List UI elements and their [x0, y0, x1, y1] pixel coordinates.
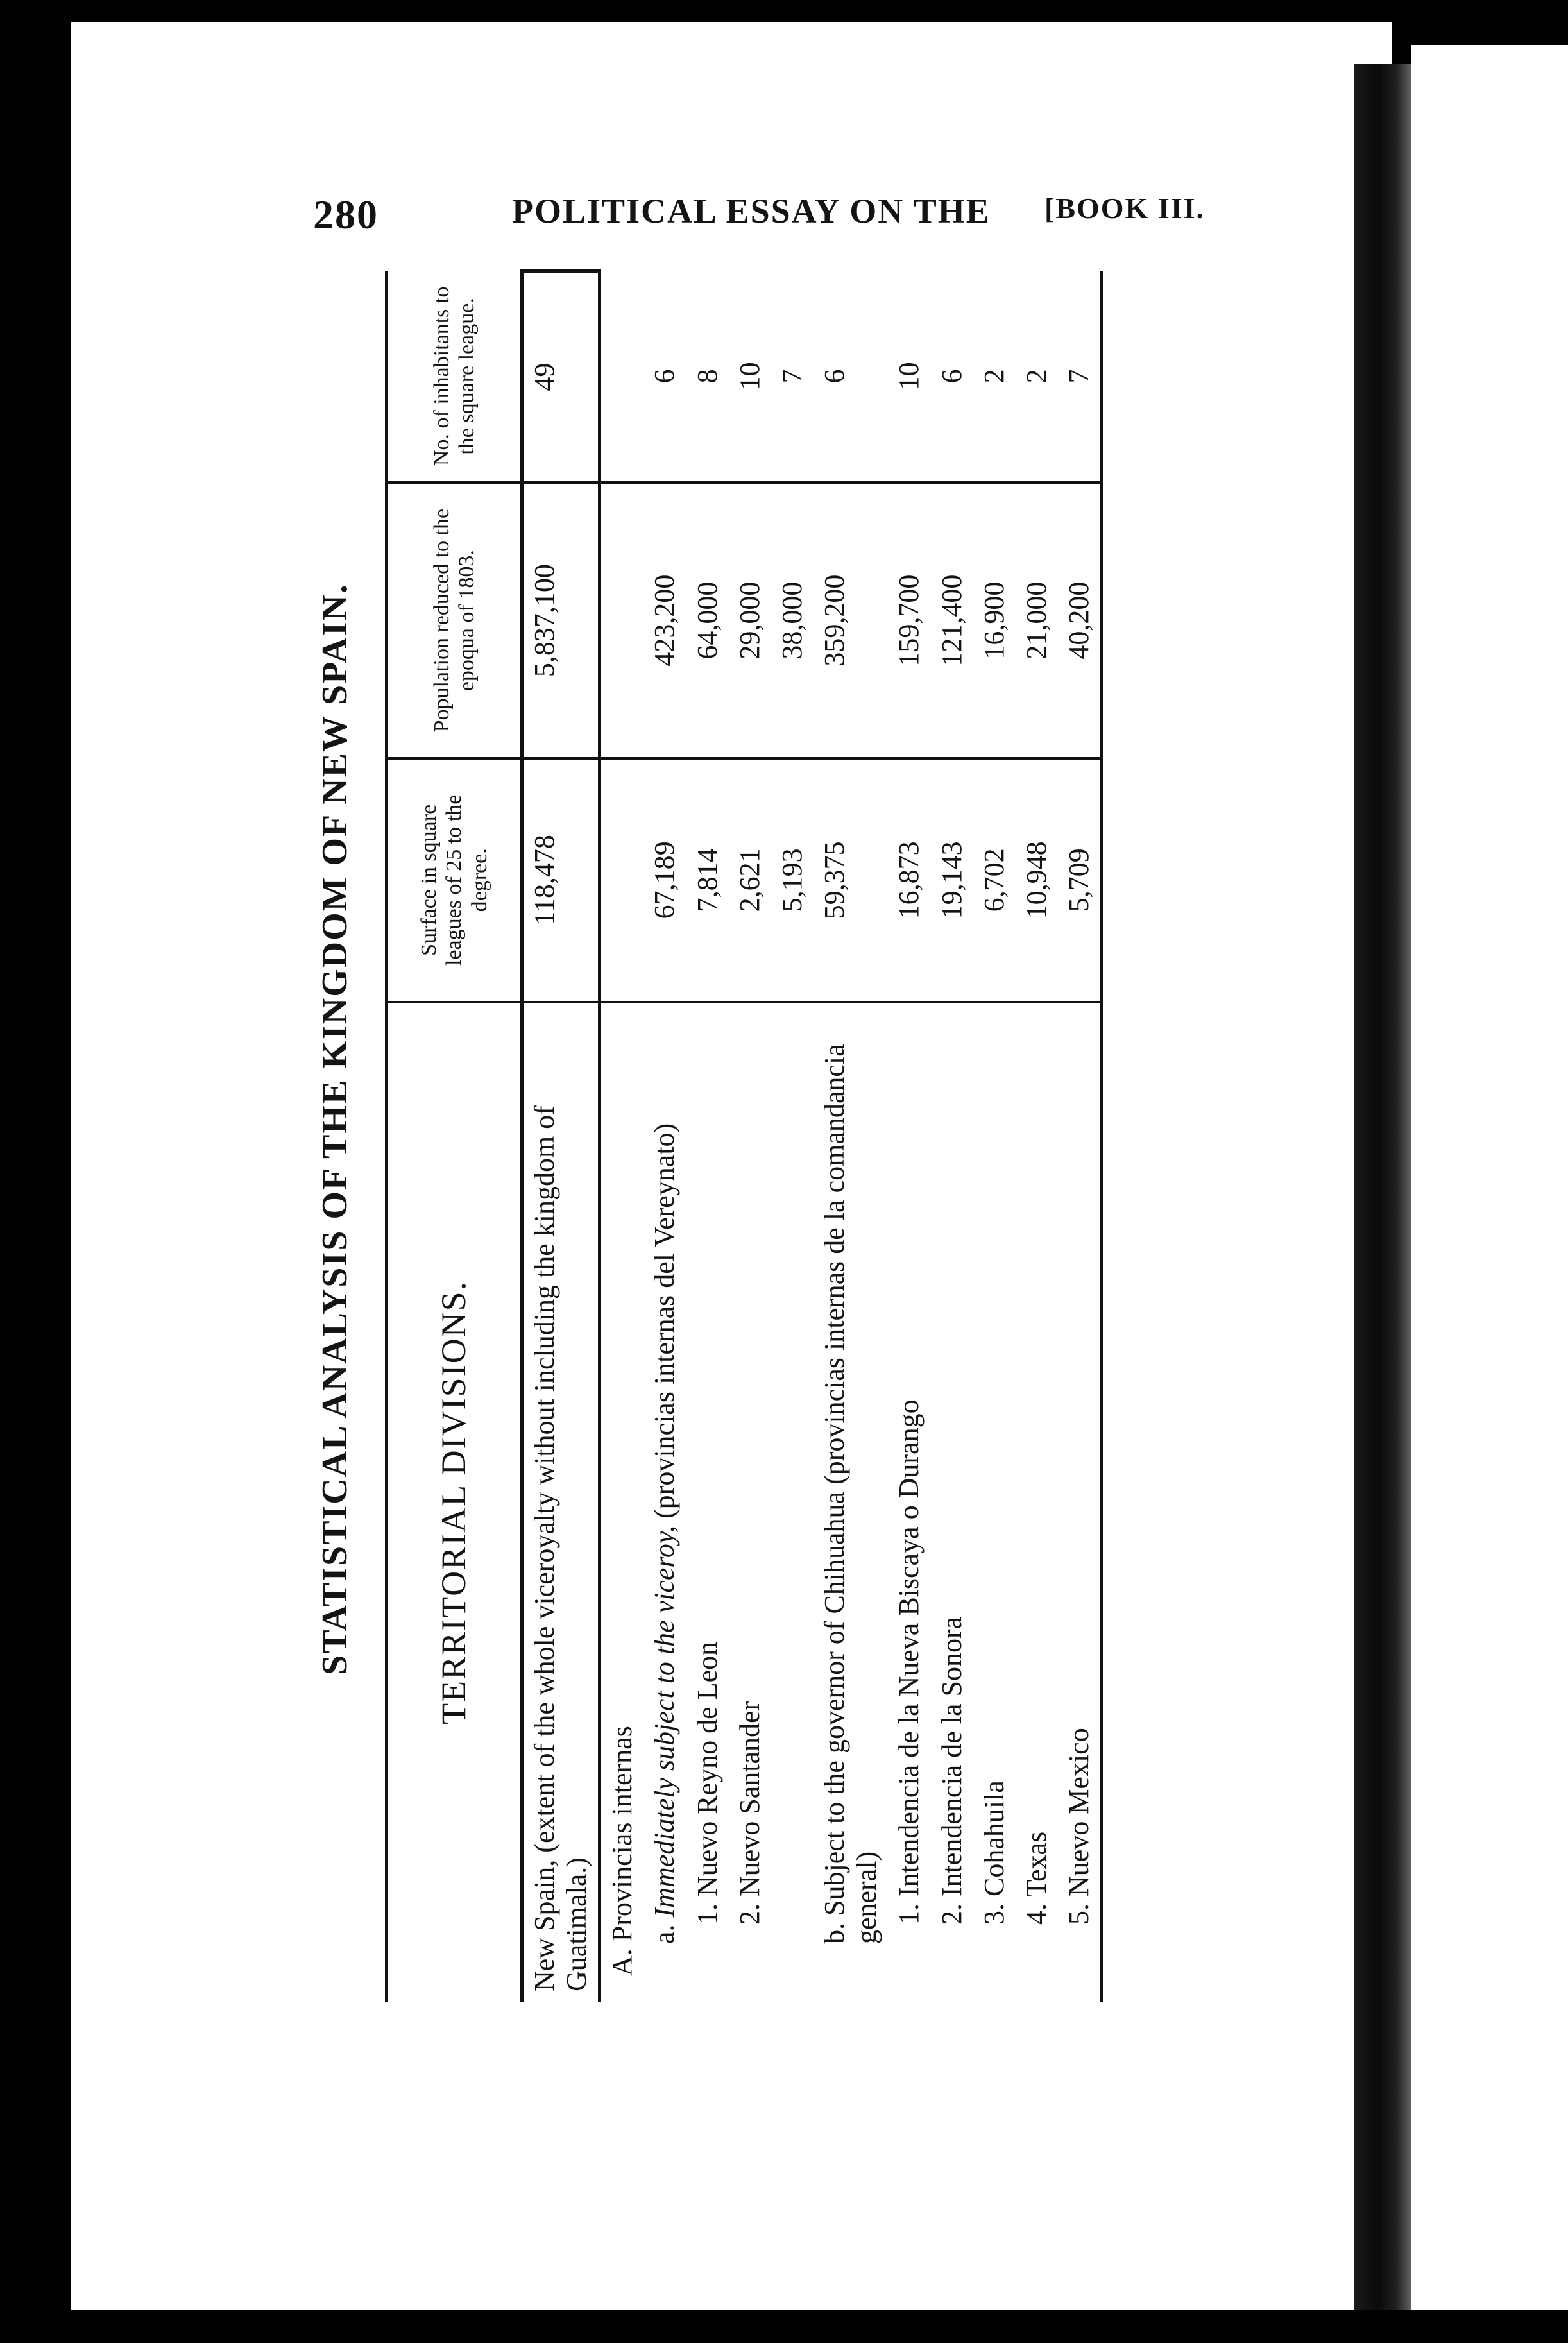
row-label: 3. Cohahuila — [978, 1780, 1010, 1925]
surface-cell: 7,814 — [686, 758, 729, 1002]
column-header-population: Population reduced to the epoqua of 1803. — [387, 482, 522, 758]
population-cell: 21,000 — [1016, 482, 1058, 758]
surface-cell: 5,709 — [1058, 758, 1102, 1002]
column-header-surface: Surface in square leagues of 25 to the degree. — [387, 758, 522, 1002]
rotated-table-block — [315, 269, 1232, 2002]
per-league-cell: 8 — [686, 271, 729, 483]
population-cell — [600, 482, 644, 758]
surface-cell: 19,143 — [931, 758, 973, 1002]
per-league-cell: 6 — [643, 271, 686, 483]
header-row — [387, 271, 522, 2002]
statistical-table — [385, 269, 1103, 2002]
page-number: 280 — [313, 192, 379, 237]
surface-cell: 59,375 — [814, 758, 888, 1002]
scan-border-top — [0, 0, 1568, 22]
surface-cell: 16,873 — [888, 758, 930, 1002]
population-cell: 121,400 — [931, 482, 973, 758]
table-row — [643, 271, 686, 2002]
row-label: A. Provincias internas — [600, 1002, 644, 2002]
table-row — [771, 271, 814, 2002]
table-row — [1058, 271, 1102, 2002]
row-label — [643, 1002, 686, 2002]
population-cell: 40,200 — [1058, 482, 1102, 758]
surface-cell: 6,702 — [973, 758, 1016, 1002]
row-label: 2. Nuevo Santander — [733, 1701, 765, 1925]
row-label: 5. Nuevo Mexico — [1058, 1002, 1102, 2002]
table-row — [814, 271, 888, 2002]
population-cell: 29,000 — [729, 482, 771, 758]
running-head — [313, 191, 1288, 249]
population-cell: 38,000 — [771, 482, 814, 758]
per-league-cell: 10 — [888, 271, 930, 483]
surface-cell: 2,621 — [729, 758, 771, 1002]
table-row — [686, 271, 729, 2002]
scan-border-bottom — [0, 2310, 1568, 2343]
per-league-cell: 10 — [729, 271, 771, 483]
row-label: 2. Intendencia de la Sonora — [935, 1616, 967, 1925]
row-label-rest: (provincias internas del Vereynato) — [649, 1123, 681, 1519]
surface-cell — [600, 758, 644, 1002]
table-row — [973, 271, 1016, 2002]
per-league-cell: 6 — [931, 271, 973, 483]
per-league-cell — [600, 271, 644, 483]
surface-cell: 5,193 — [771, 758, 814, 1002]
row-label-text: New Spain, (extent of the whole viceroyalty without including the kingdom of Guatimala.) — [529, 1105, 593, 1991]
table-row — [931, 271, 973, 2002]
surface-cell: 10,948 — [1016, 758, 1058, 1002]
per-league-cell: 7 — [771, 271, 814, 483]
population-cell: 16,900 — [973, 482, 1016, 758]
row-prefix: a. — [649, 1924, 681, 1944]
table-row — [729, 271, 771, 2002]
row-label: b. Subject to the governor of Chihuahua (provincias internas de la comandancia general) — [819, 1044, 883, 1944]
column-header-per-league: No. of inhabitants to the square league. — [387, 271, 522, 483]
table-row — [888, 271, 930, 2002]
row-label: 1. Nuevo Reyno de Leon — [691, 1641, 723, 1925]
table-row — [1016, 271, 1058, 2002]
row-label-italic: Immediately subject to the viceroy, — [649, 1525, 681, 1918]
per-league-cell: 6 — [814, 271, 888, 483]
row-label — [522, 1002, 600, 2002]
table-row — [522, 271, 600, 2002]
population-cell: 5,837,100 — [522, 482, 600, 758]
per-league-cell: 7 — [1058, 271, 1102, 483]
population-cell: 423,200 — [643, 482, 686, 758]
population-cell: 359,200 — [814, 482, 888, 758]
book-spine-shadow — [1354, 64, 1415, 2343]
column-header-divisions: TERRITORIAL DIVISIONS. — [387, 1002, 522, 2002]
population-cell: 64,000 — [686, 482, 729, 758]
surface-cell: 118,478 — [522, 758, 600, 1002]
per-league-cell: 2 — [973, 271, 1016, 483]
population-cell: 159,700 — [888, 482, 930, 758]
row-label — [771, 1002, 814, 2002]
row-label: 1. Intendencia de la Nueva Biscaya o Durango — [893, 1399, 925, 1925]
table-caption: STATISTICAL ANALYSIS OF THE KINGDOM OF NEW SPAIN. — [315, 583, 355, 1675]
row-label: 4. Texas — [1020, 1831, 1052, 1925]
per-league-cell: 2 — [1016, 271, 1058, 483]
running-title: POLITICAL ESSAY ON THE — [512, 192, 991, 230]
per-league-cell: 49 — [522, 271, 600, 483]
book-label: [BOOK III. — [1044, 192, 1206, 225]
table-row — [600, 271, 644, 2002]
facing-page-edge — [1411, 45, 1568, 2343]
surface-cell: 67,189 — [643, 758, 686, 1002]
